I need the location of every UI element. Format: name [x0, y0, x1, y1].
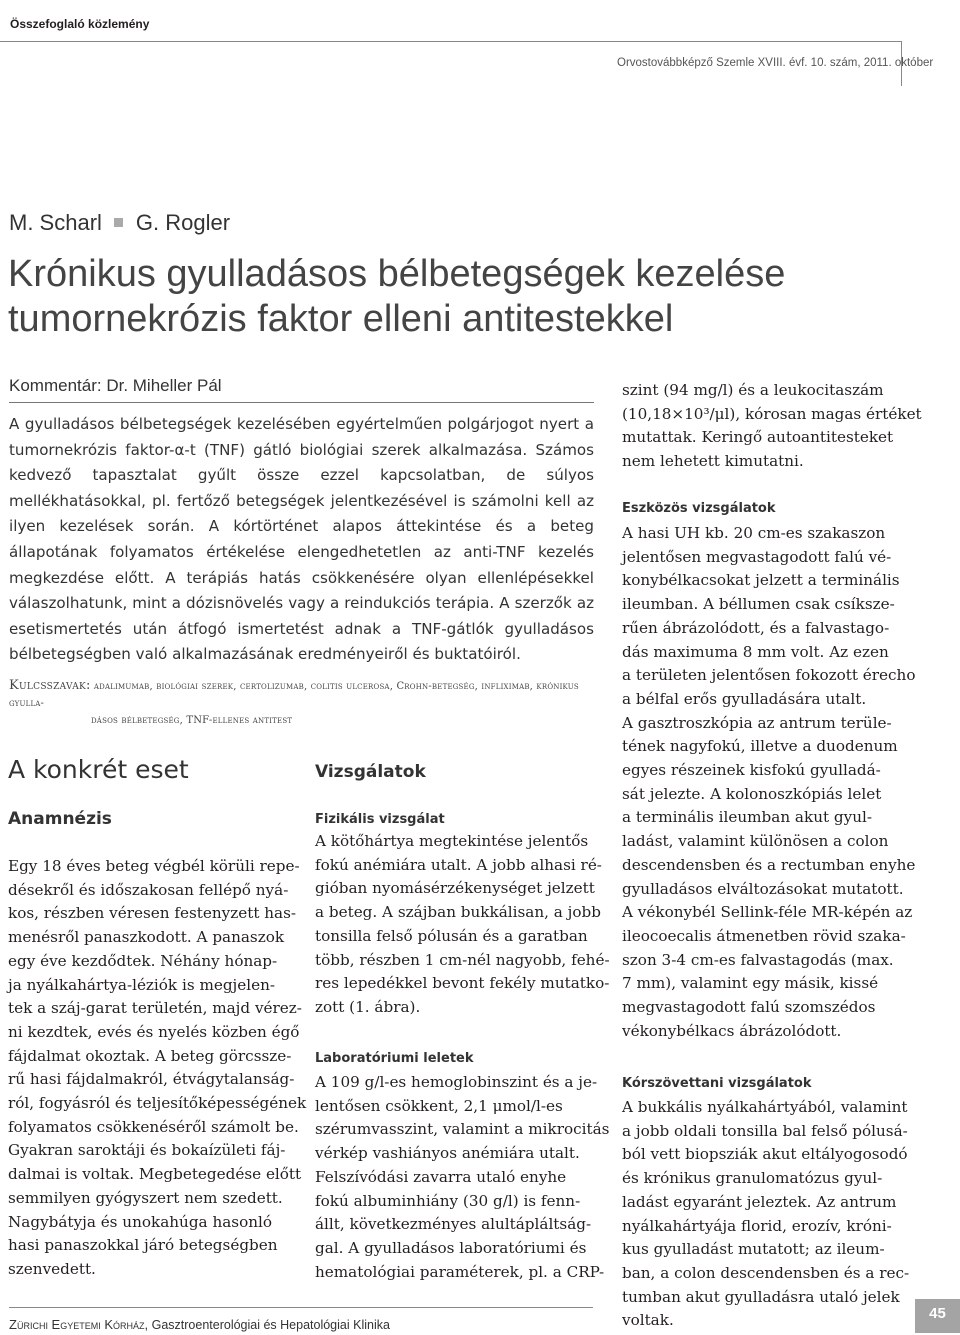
text-line: A gasztroszkópia az antrum terüle- [622, 713, 892, 732]
text-line: kus gyulladást mutatott; az ileum- [622, 1240, 885, 1259]
text-line: A 109 g/l-es hemoglobinszint és a je- [315, 1073, 598, 1091]
text-line: nyálkahártyája florid, erozív, króni- [622, 1216, 892, 1235]
text-line: kos, részben véresen festenyzett has- [8, 904, 297, 923]
abstract: A gyulladásos bélbetegségek kezelésében egyértelműen polgárjogot nyert a tumornekrózis faktor-α-t (TNF) gátló biológiai szerek alkalmazása. Számos kedvező tapasztalat gyűlt össze ezzel kapcsolatban, de súlyos mellékhatásokkal, pl. fertőző betegségek jelentkezésével is számolni kell az ilyen kezelések során. A kórtörténet alapos áttekintése és a beteg állapotának folyamatos értékelése elengedhetetlen az anti-TNF kezelés megkezdése előtt. A terápiás hatás csökkenésére olyan ellenlépésekkel válaszolhatunk, mint a dózisnövelés vagy a reindukciós terápia. A szerzők az esetismertetés után átfogó ismertetést adnak a TNF-gátlók gyulladásos bélbetegségben való alkalmazásának eredményeiről és buktatóiról. [9, 415, 594, 664]
text-line: Gyakran saroktáji és bokaízületi fáj- [8, 1141, 286, 1160]
title-line: tumornekrózis faktor elleni antitestekkel [8, 298, 674, 340]
subheading-physical-exam: Fizikális vizsgálat [315, 812, 445, 827]
text-line: vékonybélkacs ábrázolódott. [622, 1021, 842, 1040]
text-line: szon 3-4 cm-es falvastagodás (max. [622, 950, 894, 969]
text-line: Nagybátyja és unokahúga hasonló [8, 1212, 272, 1231]
text-line: hasi panaszokkal járó betegségben [8, 1236, 278, 1255]
text-line: szint (94 mg/l) és a leukocitaszám [622, 381, 884, 399]
instrumental-exam-text [622, 522, 915, 1043]
text-line: jelentősen megvastagodott falú vé- [622, 547, 892, 566]
footer-clinic: Gasztroenterológiai és Hepatológiai Klinika [151, 1318, 390, 1332]
text-line: ból vett biopsziák akut eltályogosodó [622, 1145, 908, 1164]
lab-results-continued-text [622, 379, 922, 474]
text-line: dás maximuma 8 mm volt. Az ezen [622, 642, 889, 661]
text-line: ileumban. A béllumen csak csíksze- [622, 595, 895, 614]
text-line: és krónikus granulomatózus gyul- [622, 1169, 883, 1188]
text-line: nem lehetett kimutatni. [622, 452, 804, 471]
keywords-list-continued: dásos bélbetegség, TNF-ellenes antitest [91, 715, 293, 726]
text-line: Egy 18 éves beteg végbél körüli repe- [8, 857, 300, 875]
text-line: egy éve kezdődtek. Néhány hónap- [8, 951, 278, 970]
histology-text [622, 1096, 909, 1333]
text-line: mutattak. Keringő autoantitesteket [622, 428, 894, 447]
text-line: a jobb oldali tonsilla bal felső pólusá- [622, 1121, 908, 1140]
author-name: G. Rogler [135, 210, 231, 235]
text-line: a bélfal erős gyulladására utalt. [622, 689, 867, 708]
text-line: ladást egyaránt jeleztek. Az antrum [622, 1192, 897, 1211]
text-line: egyes részeinek kisfokú gyulladá- [622, 761, 881, 780]
section-label: Összefoglaló közlemény [10, 17, 150, 31]
text-line: több, részben 1 cm-nél nagyobb, fehé- [315, 950, 610, 969]
text-line: ban, a colon descendensben és a rec- [622, 1263, 910, 1282]
text-line: rűen ábrázolódott, és a falvastago- [622, 618, 890, 637]
header-rule [0, 41, 902, 42]
text-line: A hasi UH kb. 20 cm-es szakaszon [622, 524, 886, 542]
commentary-rule [9, 402, 594, 403]
text-line: fokú albuminhiány (30 g/l) is fenn- [315, 1191, 581, 1210]
text-line: ladást, valamint különösen a colon [622, 832, 889, 851]
keywords-list: adalimumab, biológiai szerek, certolizumab, colitis ulcerosa, Crohn-betegség, infliximab, krónikus gyulla- [9, 681, 579, 709]
text-line: szenvedett. [8, 1259, 96, 1278]
authors [9, 210, 230, 236]
text-line: megvastagodott falú szomszédos [622, 998, 876, 1017]
text-line: zott (1. ábra). [315, 997, 421, 1016]
text-line: lentősen csökkent, 2,1 μmol/l-es [315, 1096, 563, 1115]
section-heading-case: A konkrét eset [8, 755, 189, 784]
anamnesis-text [8, 855, 306, 1282]
subheading-anamnesis: Anamnézis [8, 809, 112, 829]
separator-square-icon [114, 218, 123, 227]
footer-institution: Zürichi Egyetemi Kórház, [9, 1317, 149, 1332]
text-line: rű hasi fájdalmakról, étvágytalanság- [8, 1070, 295, 1089]
subheading-histology: Kórszövettani vizsgálatok [622, 1076, 812, 1091]
lab-results-text [315, 1071, 609, 1284]
subheading-lab-results: Laboratóriumi leletek [315, 1051, 474, 1066]
text-line: gal. A gyulladásos laboratóriumi és [315, 1238, 587, 1257]
text-line: a területen jelentősen fokozott érecho [622, 666, 916, 685]
text-line: ni kezdtek, evés és nyelés közben égő [8, 1022, 300, 1041]
text-line: fájdalmat okoztak. A beteg görcssze- [8, 1046, 292, 1065]
text-line: a beteg. A szájban bukkálisan, a jobb [315, 903, 601, 922]
text-line: ja nyálkahártya-léziók is megjelen- [8, 975, 276, 994]
text-line: tek a száj-garat területén, majd vérez- [8, 999, 302, 1018]
text-line: tumban akut gyulladásra utaló jelek [622, 1287, 900, 1306]
text-line: désekről és időszakosan fellépő nyá- [8, 880, 289, 899]
text-line: tének nagyfokú, illetve a duodenum [622, 737, 898, 756]
text-line: voltak. [622, 1311, 674, 1330]
subheading-instrumental-exam: Eszközös vizsgálatok [622, 501, 776, 516]
text-line: sát jelezte. A kolonoszkópiás lelet [622, 784, 882, 803]
article-title [8, 252, 908, 342]
text-line: A vékonybél Sellink-féle MR-képén az [622, 903, 913, 922]
commentary-label: Kommentár: [9, 376, 102, 395]
text-line: (10,18×10³/μl), kórosan magas értéket [622, 404, 922, 423]
text-line: res lepedékkel bevont fekély mutatko- [315, 974, 610, 993]
text-line: ról, fogyásról és teljesítőképességének [8, 1094, 307, 1113]
footer-affiliation [9, 1317, 390, 1332]
text-line: Felszívódási zavarra utaló enyhe [315, 1167, 567, 1186]
text-line: gyulladásos elváltozásokat mutatott. [622, 879, 904, 898]
title-line: Krónikus gyulladásos bélbetegségek kezelése [8, 253, 786, 295]
text-line: menésről panaszkodott. A panaszok [8, 928, 285, 947]
journal-citation: Orvostovábbképző Szemle XVIII. évf. 10. szám, 2011. október [617, 57, 934, 69]
text-line: dalmai is voltak. Megbetegedése előtt [8, 1165, 302, 1184]
text-line: vérkép vashiányos anémiára utalt. [315, 1144, 580, 1163]
text-line: ileocoecalis átmenetben rövid szaka- [622, 926, 906, 945]
page-number-badge: 45 [915, 1299, 960, 1333]
text-line: konybélkacsokat jelzett a terminális [622, 571, 900, 590]
keywords-label: Kulcsszavak: [9, 678, 91, 693]
text-line: semmilyen gyógyszert nem szedett. [8, 1188, 283, 1207]
keywords [9, 677, 594, 729]
text-line: hematológiai paraméterek, pl. a CRP- [315, 1262, 605, 1281]
text-line: A kötőhártya megtekintése jelentős [315, 832, 589, 850]
text-line: gióban nyomásérzékenységet jelzett [315, 879, 595, 898]
physical-exam-text [315, 830, 610, 1020]
commentary-byline [9, 376, 222, 396]
text-line: szérumvasszint, valamint a mikrocitás [315, 1120, 610, 1139]
author-name: M. Scharl [9, 210, 102, 235]
text-line: tonsilla felső pólusán és a garatban [315, 926, 588, 945]
section-heading-investigations: Vizsgálatok [315, 762, 426, 782]
text-line: A bukkális nyálkahártyából, valamint [622, 1098, 908, 1116]
text-line: fokú anémiára utalt. A jobb alhasi ré- [315, 855, 602, 874]
commentary-author: Dr. Miheller Pál [106, 376, 222, 395]
text-line: a terminális ileumban akut gyul- [622, 808, 872, 827]
text-line: állt, következményes alultápláltság- [315, 1215, 592, 1234]
text-line: descendensben és a rectumban enyhe [622, 855, 916, 874]
footer-rule [9, 1307, 593, 1308]
text-line: folyamatos csökkenéséről számolt be. [8, 1117, 299, 1136]
text-line: 7 mm), valamint egy másik, kissé [622, 974, 879, 993]
